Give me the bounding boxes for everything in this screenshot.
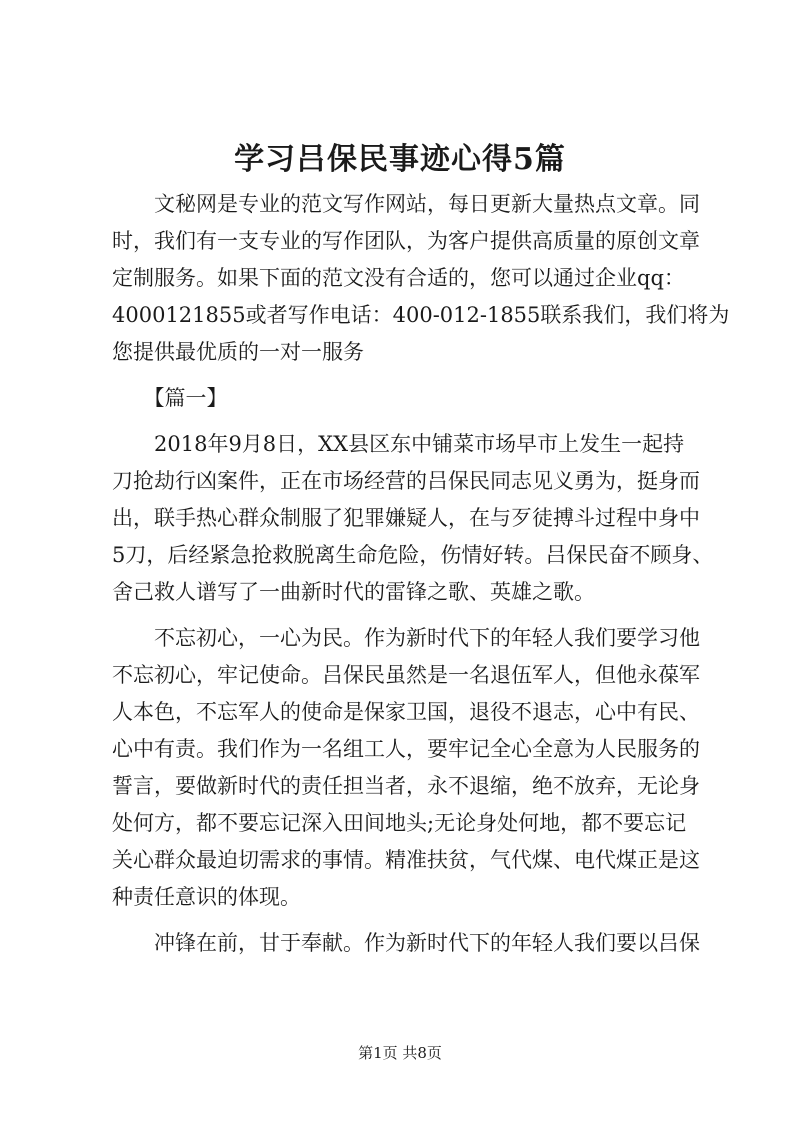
text-line: 心中有责。我们作为一名组工人，要牢记全心全意为人民服务的 [112, 737, 700, 761]
text-line: 出，联手热心群众制服了犯罪嫌疑人，在与歹徒搏斗过程中身中 [112, 506, 700, 530]
paragraph-intro [112, 186, 730, 371]
text-line: 冲锋在前，甘于奉献。作为新时代下的年轻人我们要以吕保 [112, 931, 700, 955]
text-line: 文秘网是专业的范文写作网站，每日更新大量热点文章。同 [112, 192, 700, 216]
text-line: 舍己救人谱写了一曲新时代的雷锋之歌、英雄之歌。 [112, 580, 595, 604]
text-line: 2018年9月8日，XX县区东中铺菜市场早市上发生一起持 [112, 432, 685, 456]
text-line: 处何方，都不要忘记深入田间地头;无论身处何地，都不要忘记 [112, 811, 687, 835]
text-line: 时，我们有一支专业的写作团队，为客户提供高质量的原创文章 [112, 229, 700, 253]
section-heading: 【篇一】 [112, 386, 228, 410]
text-line: 5刀，后经紧急抢救脱离生命危险，伤情好转。吕保民奋不顾身、 [112, 543, 714, 567]
text-line: 关心群众最迫切需求的事情。精准扶贫，气代煤、电代煤正是这 [112, 848, 700, 872]
text-line: 4000121855或者写作电话：400-012-1855联系我们，我们将为 [112, 303, 730, 327]
paragraph-original-aspiration [112, 620, 712, 916]
text-line: 种责任意识的体现。 [112, 885, 301, 909]
text-line: 不忘初心，牢记使命。吕保民虽然是一名退伍军人，但他永葆军 [112, 663, 700, 687]
paragraph-section-heading [112, 380, 712, 417]
text-line: 您提供最优质的一对一服务 [112, 340, 364, 364]
text-line: 定制服务。如果下面的范文没有合适的，您可以通过企业qq： [112, 266, 685, 290]
text-line: 誓言，要做新时代的责任担当者，永不退缩，绝不放弃，无论身 [112, 774, 700, 798]
paragraph-gap [112, 916, 712, 925]
paragraph-gap [112, 611, 712, 620]
text-line: 人本色，不忘军人的使命是保家卫国，退役不退志，心中有民、 [112, 700, 700, 724]
document-title: 学习吕保民事迹心得5篇 [234, 142, 566, 177]
document-body [112, 186, 730, 962]
paragraph-event [112, 426, 712, 611]
paragraph-gap [112, 417, 712, 426]
paragraph-dedication [112, 925, 712, 962]
paragraph-gap [112, 371, 712, 380]
text-line: 不忘初心，一心为民。作为新时代下的年轻人我们要学习他 [112, 626, 700, 650]
text-line: 刀抢劫行凶案件，正在市场经营的吕保民同志见义勇为，挺身而 [112, 469, 700, 493]
page-footer: 第1页 共8页 [358, 1044, 442, 1062]
